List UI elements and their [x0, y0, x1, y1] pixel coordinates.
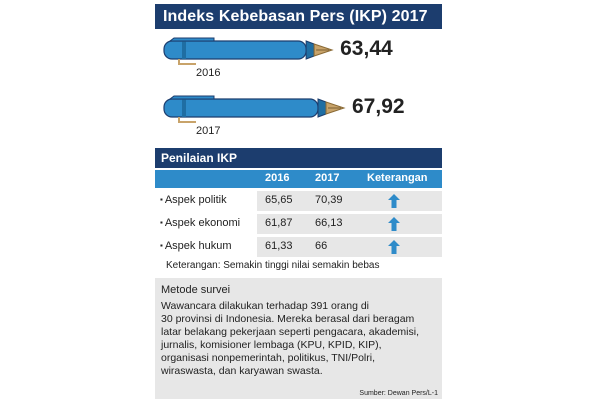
- pen-value-2017: 67,92: [352, 95, 405, 118]
- table-header: [155, 170, 442, 188]
- header-bar: [155, 4, 442, 29]
- pen-bar-2017: [164, 96, 344, 122]
- pen-bar-2016: [164, 38, 332, 64]
- table-row: [155, 214, 442, 234]
- arrow-up-icon: [388, 217, 400, 231]
- survey-body: Wawancara dilakukan terhadap 391 orang di 30 provinsi di Indonesia. Mereka berasal dari beragam latar belakang pekerjaan seperti pengacara, akademisi, jurnalis, komisioner lembaga (KPU, KPID, KIP), organisasi nonpemerintah, politikus, TNI/Polri, wiraswasta, dan karyawan swasta.: [161, 300, 419, 377]
- cell-2017: 66,13: [315, 217, 343, 229]
- col-header-2017: 2017: [315, 172, 340, 184]
- table-row: [155, 237, 442, 257]
- table-title-bar: [155, 148, 442, 168]
- survey-box: [155, 278, 442, 399]
- cell-2016: 61,33: [265, 240, 293, 252]
- pen-value-2016: 63,44: [340, 37, 393, 60]
- cell-2017: 66: [315, 240, 328, 252]
- pen-year-2017: 2017: [196, 125, 221, 137]
- table-title: Penilaian IKP: [161, 151, 238, 165]
- cell-2016: 61,87: [265, 217, 293, 229]
- pen-year-2016: 2016: [196, 67, 221, 79]
- arrow-up-icon: [388, 194, 400, 208]
- ikp-table: [155, 170, 442, 257]
- legend-note: Keterangan: Semakin tinggi nilai semakin bebas: [166, 260, 380, 271]
- cell-2017: 70,39: [315, 194, 343, 206]
- row-label: ▪ Aspek politik: [160, 194, 227, 206]
- cell-2016: 65,65: [265, 194, 293, 206]
- arrow-up-icon: [388, 240, 400, 254]
- col-header-keterangan: Keterangan: [367, 172, 428, 184]
- source-credit: Sumber: Dewan Pers/L-1: [359, 390, 438, 397]
- row-label: ▪ Aspek hukum: [160, 240, 232, 252]
- survey-title: Metode survei: [161, 284, 231, 296]
- col-header-2016: 2016: [265, 172, 290, 184]
- row-label: ▪ Aspek ekonomi: [160, 217, 240, 229]
- table-row: [155, 191, 442, 211]
- page-title: Indeks Kebebasan Pers (IKP) 2017: [163, 7, 428, 25]
